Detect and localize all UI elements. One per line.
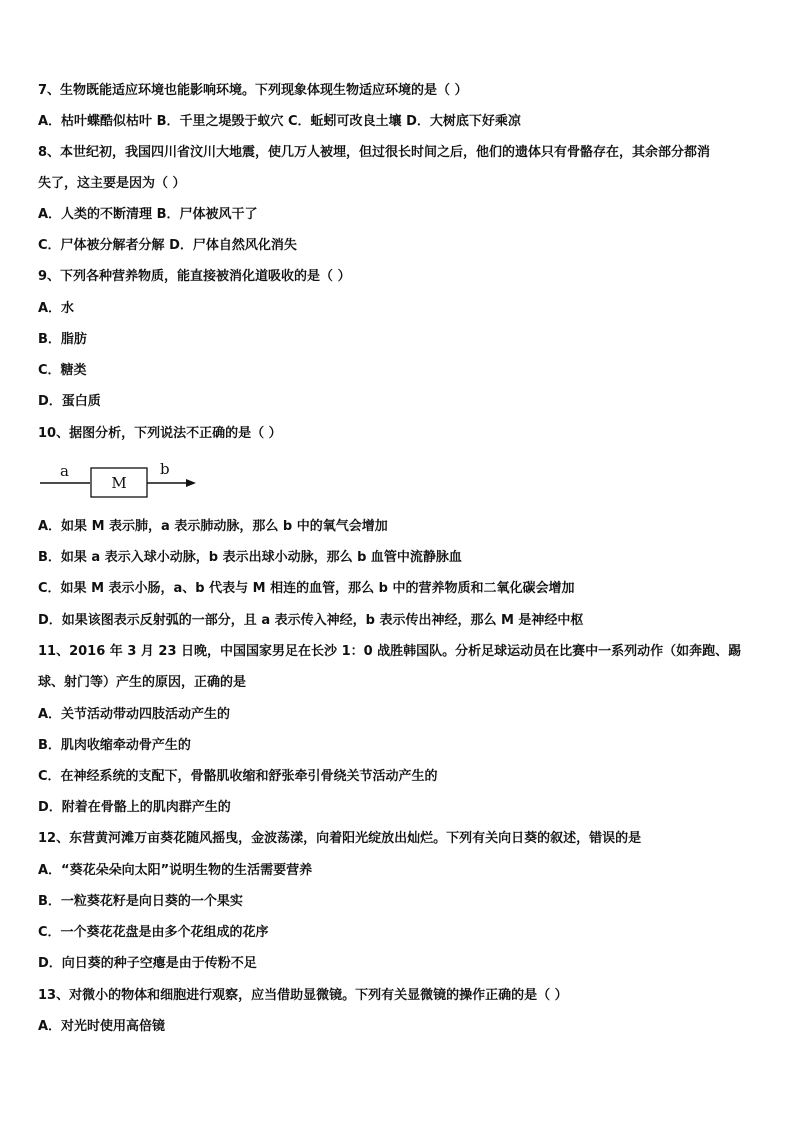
q10-option-c: C．如果 M 表示小肠，a、b 代表与 M 相连的血管，那么 b 中的营养物质和二氧化碳会增加: [38, 581, 575, 596]
q11-stem-line2: 球、射门等）产生的原因，正确的是: [38, 675, 247, 690]
arrowhead-icon: [186, 479, 196, 487]
q13-option-a: A．对光时使用高倍镜: [38, 1019, 166, 1034]
q11-option-d: D．附着在骨骼上的肌肉群产生的: [38, 800, 231, 815]
q9-option-c: C．糖类: [38, 363, 87, 378]
diagram-label-b: b: [160, 460, 170, 478]
q10-option-d: D．如果该图表示反射弧的一部分，且 a 表示传入神经，b 表示传出神经，那么 M 是神经中枢: [38, 613, 584, 628]
q9-option-d: D．蛋白质: [38, 394, 101, 409]
q9-option-a: A．水: [38, 301, 75, 316]
q8-stem-line1: 8、本世纪初，我国四川省汶川大地震，使几万人被埋，但过很长时间之后，他们的遗体只有骨骼存在，其余部分都消: [38, 145, 711, 160]
q10-stem: 10、据图分析，下列说法不正确的是（ ）: [38, 426, 282, 441]
q9-option-b: B．脂肪: [38, 332, 87, 347]
q7-stem: 7、生物既能适应环境也能影响环境。下列现象体现生物适应环境的是（ ）: [38, 83, 468, 98]
diagram-label-m: M: [111, 474, 127, 492]
diagram-label-a: a: [60, 462, 69, 480]
q12-option-d: D．向日葵的种子空瘪是由于传粉不足: [38, 956, 257, 971]
q10-diagram-svg: [38, 458, 208, 508]
q10-option-a: A．如果 M 表示肺，a 表示肺动脉，那么 b 中的氧气会增加: [38, 519, 388, 534]
q8-options-line2: C．尸体被分解者分解 D．尸体自然风化消失: [38, 238, 297, 253]
q13-stem: 13、对微小的物体和细胞进行观察，应当借助显微镜。下列有关显微镜的操作正确的是（ ）: [38, 988, 568, 1003]
q10-option-b: B．如果 a 表示入球小动脉，b 表示出球小动脉，那么 b 血管中流静脉血: [38, 550, 462, 565]
q8-stem-line2: 失了，这主要是因为（ ）: [38, 176, 186, 191]
q10-diagram: [38, 458, 208, 508]
q11-stem-line1: 11、2016 年 3 月 23 日晚，中国国家男足在长沙 1：0 战胜韩国队。分析足球运动员在比赛中一系列动作（如奔跑、踢: [38, 644, 742, 659]
q8-options-line1: A．人类的不断清理 B．尸体被风干了: [38, 207, 258, 222]
q11-option-a: A．关节活动带动四肢活动产生的: [38, 707, 231, 722]
q7-options: A．枯叶蝶酷似枯叶 B．千里之堤毁于蚁穴 C．蚯蚓可改良土壤 D．大树底下好乘凉: [38, 114, 521, 129]
q12-stem: 12、东营黄河滩万亩葵花随风摇曳，金波荡漾，向着阳光绽放出灿烂。下列有关向日葵的叙述，错误的是: [38, 831, 642, 846]
q12-option-a: A．“葵花朵朵向太阳”说明生物的生活需要营养: [38, 863, 313, 878]
q12-option-c: C．一个葵花花盘是由多个花组成的花序: [38, 925, 269, 940]
q11-option-c: C．在神经系统的支配下，骨骼肌收缩和舒张牵引骨绕关节活动产生的: [38, 769, 438, 784]
q11-option-b: B．肌肉收缩牵动骨产生的: [38, 738, 191, 753]
q9-stem: 9、下列各种营养物质，能直接被消化道吸收的是（ ）: [38, 269, 351, 284]
q12-option-b: B．一粒葵花籽是向日葵的一个果实: [38, 894, 243, 909]
